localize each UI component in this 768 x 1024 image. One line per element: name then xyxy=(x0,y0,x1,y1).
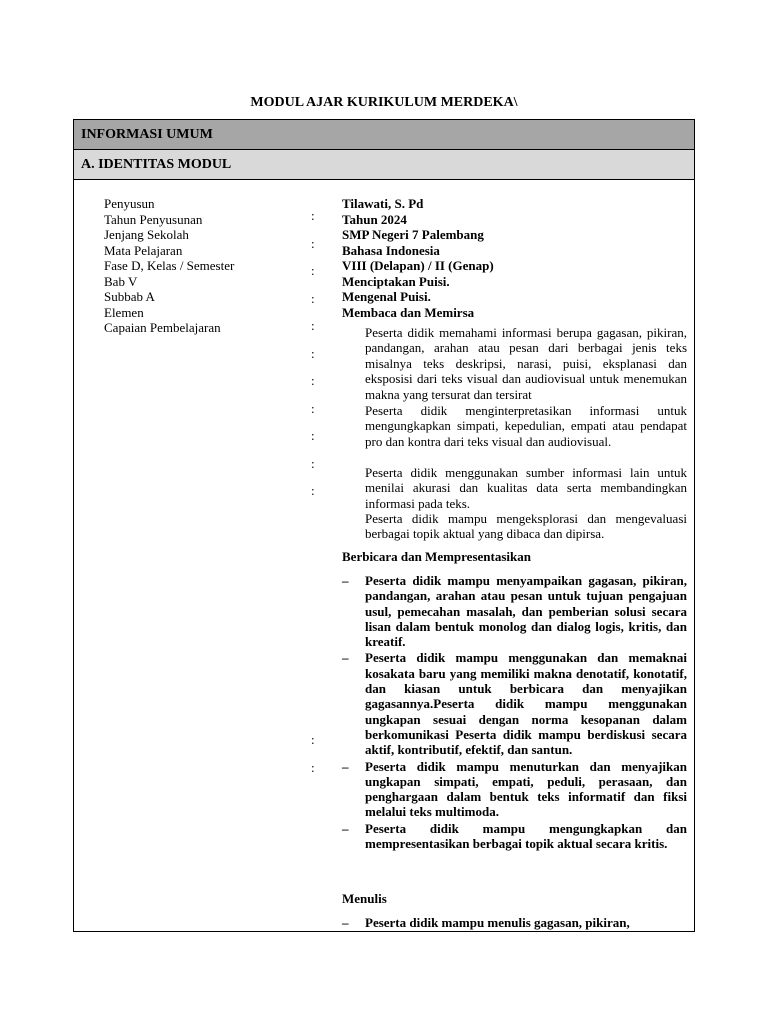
colon-separator: : xyxy=(311,428,315,443)
label-fase-kelas-semester: Fase D, Kelas / Semester xyxy=(104,258,235,273)
colon-separator: : xyxy=(311,208,315,223)
list-item: – Peserta didik mampu menulis gagasan, pikiran, xyxy=(342,915,630,930)
module-table xyxy=(73,119,695,932)
colon-separator: : xyxy=(311,401,315,416)
writing-heading: Menulis xyxy=(342,891,387,906)
colon-separator: : xyxy=(311,236,315,251)
colon-separator: : xyxy=(311,760,315,775)
colon-separator: : xyxy=(311,346,315,361)
colon-separator: : xyxy=(311,456,315,471)
speaking-heading: Berbicara dan Mempresentasikan xyxy=(342,549,531,564)
label-penyusun: Penyusun xyxy=(104,196,155,211)
list-item: – Peserta didik mampu mengungkapkan dan mempresentasikan berbagai topik aktual secara kritis. xyxy=(342,820,687,852)
label-bab: Bab V xyxy=(104,273,138,289)
reading-paragraph: Peserta didik menginterpretasikan informasi untuk mengungkapkan simpati, kepedulian, empati atau pendapat pro dan kontra dari teks visual dan audiovisual. xyxy=(365,403,687,449)
label-capaian-pembelajaran: Capaian Pembelajaran xyxy=(104,320,221,335)
list-item: – Peserta didik mampu menyampaikan gagasan, pikiran, pandangan, arahan atau pesan untuk tujuan pengajuan usul, pemecahan masalah, dan pemberian solusi secara lisan dalam bentuk monolog dan dialog logis, kritis, dan kreatif. xyxy=(342,573,687,650)
colon-separator: : xyxy=(311,318,315,333)
section-header-identity: A. IDENTITAS MODUL xyxy=(74,150,694,180)
value-jenjang-sekolah: SMP Negeri 7 Palembang xyxy=(342,227,484,242)
dash-bullet: – xyxy=(342,915,349,930)
value-subbab: Mengenal Puisi. xyxy=(342,289,431,304)
speaking-list xyxy=(342,573,687,852)
value-fase-kelas-semester: VIII (Delapan) / II (Genap) xyxy=(342,258,494,273)
colon-separator: : xyxy=(311,373,315,388)
colon-separator: : xyxy=(311,291,315,306)
dash-bullet: – xyxy=(342,650,349,666)
label-tahun-penyusunan: Tahun Penyusunan xyxy=(104,211,203,227)
reading-paragraph: Peserta didik memahami informasi berupa gagasan, pikiran, pandangan, arahan atau pesan dari berbagai jenis teks misalnya teks deskripsi, narasi, puisi, eksplanasi dan eksposisi dari teks visual dan audiovisual untuk menemukan makna yang tersurat dan tersirat xyxy=(365,325,687,402)
dash-bullet: – xyxy=(342,573,349,588)
colon-separator: : xyxy=(311,483,315,498)
list-item: – Peserta didik mampu menggunakan dan memaknai kosakata baru yang memiliki makna denotatif, konotatif, dan kiasan untuk berbicara dan menyajikan gagasannya.Peserta didik mampu menggunakan ungkapan sesuai dengan norma kesopanan dalam berkomunikasi Peserta didik mampu berdiskusi secara aktif, kontributif, efektif, dan santun. xyxy=(342,650,687,758)
label-jenjang-sekolah: Jenjang Sekolah xyxy=(104,227,189,242)
writing-list xyxy=(342,915,687,931)
section-header-general: INFORMASI UMUM xyxy=(74,120,694,150)
list-item: – Peserta didik mampu menuturkan dan menyajikan ungkapan simpati, empati, peduli, perasaan, dan penghargaan dalam bentuk teks informatif dan fiksi melalui teks multimoda. xyxy=(342,758,687,820)
value-penyusun: Tilawati, S. Pd xyxy=(342,196,424,211)
reading-paragraph: Peserta didik mampu mengeksplorasi dan mengevaluasi berbagai topik aktual yang dibaca dan dipirsa. xyxy=(365,511,687,542)
label-subbab: Subbab A xyxy=(104,289,155,304)
value-elemen: Membaca dan Memirsa xyxy=(342,304,475,320)
label-elemen: Elemen xyxy=(104,304,144,320)
dash-bullet: – xyxy=(342,820,349,836)
colon-separator: : xyxy=(311,263,315,278)
document-title: MODUL AJAR KURIKULUM MERDEKA\ xyxy=(250,95,518,110)
dash-bullet: – xyxy=(342,758,349,774)
value-bab: Menciptakan Puisi. xyxy=(342,273,450,289)
value-mata-pelajaran: Bahasa Indonesia xyxy=(342,242,440,258)
value-tahun-penyusunan: Tahun 2024 xyxy=(342,211,407,227)
label-mata-pelajaran: Mata Pelajaran xyxy=(104,242,183,258)
colon-separator: : xyxy=(311,732,315,747)
reading-paragraph: Peserta didik menggunakan sumber informasi lain untuk menilai akurasi dan kualitas data serta membandingkan informasi pada teks. xyxy=(365,465,687,511)
